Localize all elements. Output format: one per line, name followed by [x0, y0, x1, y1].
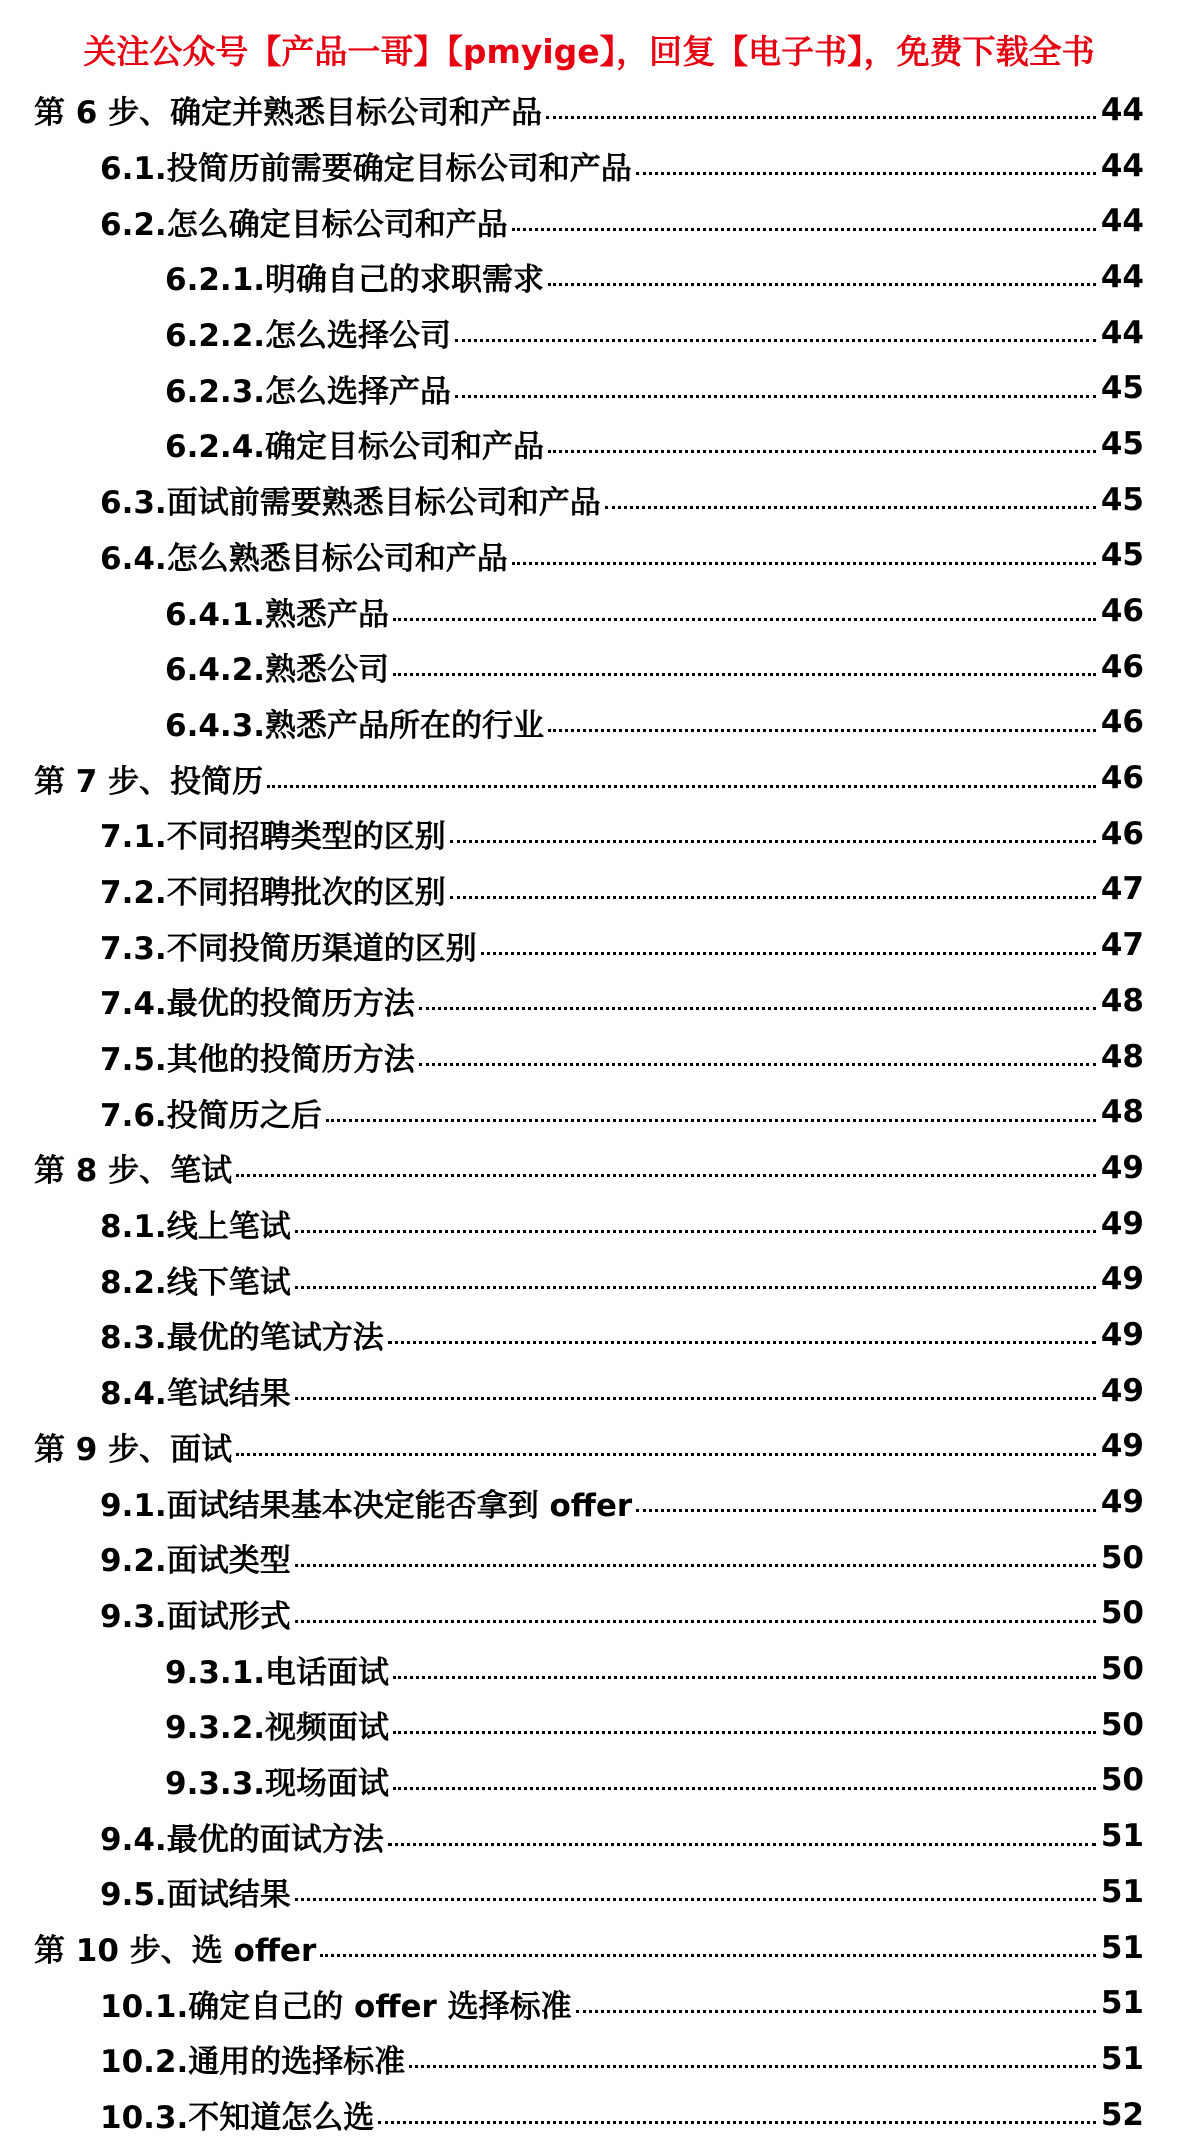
toc-entry-page-number: 45	[1100, 425, 1144, 462]
dot-leader	[388, 1843, 1096, 1846]
toc-entry[interactable]	[0, 1084, 1178, 1140]
dot-leader	[236, 1453, 1096, 1456]
dot-leader	[388, 1341, 1096, 1344]
dot-leader	[320, 1954, 1096, 1957]
toc-entry[interactable]	[0, 1029, 1178, 1085]
dot-leader	[295, 1230, 1096, 1233]
dot-leader	[295, 1898, 1096, 1901]
toc-entry-title: 6.4.怎么熟悉目标公司和产品	[100, 540, 508, 577]
toc-entry-title: 9.5.面试结果	[100, 1877, 291, 1914]
dot-leader	[409, 2065, 1096, 2068]
dot-leader	[576, 2010, 1096, 2013]
toc-entry-page-number: 48	[1100, 1094, 1144, 1131]
toc-entry-page-number: 44	[1100, 258, 1144, 295]
dot-leader	[295, 1286, 1096, 1289]
toc-entry-page-number: 49	[1100, 1316, 1144, 1353]
toc-entry[interactable]	[0, 806, 1178, 862]
toc-entry-title: 7.4.最优的投简历方法	[100, 986, 415, 1023]
toc-entry-page-number: 51	[1100, 2040, 1144, 2077]
dot-leader	[378, 2121, 1096, 2124]
toc-entry-title: 6.2.4.确定目标公司和产品	[165, 429, 545, 466]
toc-entry[interactable]	[0, 2087, 1178, 2142]
toc-entry-page-number: 47	[1100, 871, 1144, 908]
toc-entry-page-number: 49	[1100, 1428, 1144, 1465]
toc-entry[interactable]	[0, 472, 1178, 528]
dot-leader	[393, 1731, 1096, 1734]
toc-entry-title: 6.1.投简历前需要确定目标公司和产品	[100, 151, 632, 188]
toc-entry-page-number: 50	[1100, 1762, 1144, 1799]
toc-entry-page-number: 49	[1100, 1149, 1144, 1186]
toc-entry[interactable]	[0, 1808, 1178, 1864]
toc-entry-title: 9.3.面试形式	[100, 1598, 291, 1635]
toc-entry-page-number: 44	[1100, 314, 1144, 351]
toc-entry[interactable]	[0, 1363, 1178, 1419]
toc-entry[interactable]	[0, 1753, 1178, 1809]
table-of-contents	[0, 82, 1178, 2142]
toc-entry-page-number: 49	[1100, 1205, 1144, 1242]
toc-entry-page-number: 46	[1100, 704, 1144, 741]
toc-entry-title: 9.2.面试类型	[100, 1543, 291, 1580]
toc-entry-title: 6.2.1.明确自己的求职需求	[165, 262, 545, 299]
toc-entry[interactable]	[0, 1864, 1178, 1920]
toc-entry[interactable]	[0, 1419, 1178, 1475]
toc-entry-page-number: 46	[1100, 648, 1144, 685]
dot-leader	[605, 506, 1096, 509]
toc-entry[interactable]	[0, 360, 1178, 416]
toc-entry-page-number: 52	[1100, 2096, 1144, 2133]
toc-entry-page-number: 50	[1100, 1651, 1144, 1688]
toc-entry-page-number: 46	[1100, 815, 1144, 852]
toc-entry-title: 第 9 步、面试	[34, 1431, 233, 1468]
dot-leader	[450, 896, 1096, 899]
dot-leader	[393, 618, 1096, 621]
toc-entry-page-number: 49	[1100, 1484, 1144, 1521]
toc-entry-page-number: 49	[1100, 1372, 1144, 1409]
toc-entry-title: 9.4.最优的面试方法	[100, 1821, 384, 1858]
dot-leader	[548, 729, 1096, 732]
dot-leader	[295, 1397, 1096, 1400]
toc-entry-page-number: 47	[1100, 927, 1144, 964]
toc-entry[interactable]	[0, 1586, 1178, 1642]
toc-entry-title: 6.2.怎么确定目标公司和产品	[100, 206, 508, 243]
toc-entry-title: 8.1.线上笔试	[100, 1209, 291, 1246]
toc-entry-title: 7.5.其他的投简历方法	[100, 1042, 415, 1079]
toc-entry-page-number: 45	[1100, 370, 1144, 407]
toc-entry[interactable]	[0, 1641, 1178, 1697]
toc-entry-page-number: 46	[1100, 760, 1144, 797]
toc-entry[interactable]	[0, 973, 1178, 1029]
dot-leader	[546, 116, 1096, 119]
toc-entry-title: 10.2.通用的选择标准	[100, 2044, 406, 2081]
toc-entry-title: 6.4.1.熟悉产品	[165, 596, 390, 633]
dot-leader	[295, 1564, 1096, 1567]
dot-leader	[455, 395, 1096, 398]
toc-entry-title: 9.3.1.电话面试	[165, 1654, 390, 1691]
toc-entry-title: 7.6.投简历之后	[100, 1097, 322, 1134]
toc-entry-page-number: 48	[1100, 1038, 1144, 1075]
toc-entry[interactable]	[0, 305, 1178, 361]
toc-entry[interactable]	[0, 138, 1178, 194]
dot-leader	[548, 283, 1096, 286]
toc-entry[interactable]	[0, 1140, 1178, 1196]
toc-entry-title: 第 6 步、确定并熟悉目标公司和产品	[34, 95, 543, 132]
toc-entry-page-number: 45	[1100, 537, 1144, 574]
dot-leader	[267, 785, 1096, 788]
toc-entry-page-number: 50	[1100, 1595, 1144, 1632]
dot-leader	[455, 339, 1096, 342]
toc-entry-title: 第 8 步、笔试	[34, 1153, 233, 1190]
toc-entry-title: 6.4.3.熟悉产品所在的行业	[165, 707, 545, 744]
toc-entry-title: 9.1.面试结果基本决定能否拿到 offer	[100, 1487, 633, 1524]
toc-entry-title: 第 7 步、投简历	[34, 763, 264, 800]
dot-leader	[295, 1620, 1096, 1623]
toc-entry-title: 8.3.最优的笔试方法	[100, 1320, 384, 1357]
toc-entry-title: 9.3.2.视频面试	[165, 1710, 390, 1747]
toc-entry-title: 8.2.线下笔试	[100, 1264, 291, 1301]
toc-entry[interactable]	[0, 416, 1178, 472]
dot-leader	[419, 1007, 1096, 1010]
toc-entry-title: 6.4.2.熟悉公司	[165, 652, 390, 689]
toc-entry-page-number: 48	[1100, 982, 1144, 1019]
toc-entry-page-number: 45	[1100, 481, 1144, 518]
toc-entry-page-number: 50	[1100, 1539, 1144, 1576]
toc-entry[interactable]	[0, 249, 1178, 305]
toc-entry[interactable]	[0, 528, 1178, 584]
toc-entry-page-number: 44	[1100, 147, 1144, 184]
dot-leader	[326, 1119, 1096, 1122]
toc-entry[interactable]	[0, 862, 1178, 918]
dot-leader	[512, 562, 1096, 565]
toc-entry-page-number: 50	[1100, 1706, 1144, 1743]
toc-entry-title: 6.2.2.怎么选择公司	[165, 318, 452, 355]
dot-leader	[450, 840, 1096, 843]
toc-entry[interactable]	[0, 695, 1178, 751]
toc-entry[interactable]	[0, 917, 1178, 973]
dot-leader	[236, 1174, 1096, 1177]
toc-entry-title: 第 10 步、选 offer	[34, 1933, 317, 1970]
toc-entry[interactable]	[0, 1474, 1178, 1530]
promo-banner: 关注公众号【产品一哥】【pmyige】，回复【电子书】，免费下载全书	[83, 32, 1095, 71]
toc-entry[interactable]	[0, 750, 1178, 806]
dot-leader	[393, 673, 1096, 676]
dot-leader	[548, 450, 1096, 453]
toc-entry[interactable]	[0, 583, 1178, 639]
toc-entry-page-number: 49	[1100, 1261, 1144, 1298]
toc-entry-page-number: 44	[1100, 203, 1144, 240]
toc-entry[interactable]	[0, 1530, 1178, 1586]
toc-entry-page-number: 46	[1100, 593, 1144, 630]
toc-entry[interactable]	[0, 1196, 1178, 1252]
toc-entry[interactable]	[0, 1251, 1178, 1307]
dot-leader	[636, 172, 1096, 175]
toc-entry[interactable]	[0, 2031, 1178, 2087]
toc-entry[interactable]	[0, 82, 1178, 138]
dot-leader	[481, 952, 1096, 955]
toc-entry-title: 6.2.3.怎么选择产品	[165, 373, 452, 410]
toc-entry-title: 8.4.笔试结果	[100, 1376, 291, 1413]
toc-entry-title: 7.2.不同招聘批次的区别	[100, 874, 446, 911]
toc-entry-title: 7.1.不同招聘类型的区别	[100, 819, 446, 856]
toc-entry[interactable]	[0, 1307, 1178, 1363]
toc-entry-page-number: 51	[1100, 1818, 1144, 1855]
toc-entry[interactable]	[0, 639, 1178, 695]
toc-entry-page-number: 44	[1100, 91, 1144, 128]
toc-entry-title: 9.3.3.现场面试	[165, 1765, 390, 1802]
toc-entry-page-number: 51	[1100, 1985, 1144, 2022]
toc-entry[interactable]	[0, 1697, 1178, 1753]
dot-leader	[393, 1787, 1096, 1790]
toc-entry-title: 10.1.确定自己的 offer 选择标准	[100, 1988, 572, 2025]
dot-leader	[419, 1063, 1096, 1066]
toc-entry[interactable]	[0, 1920, 1178, 1976]
toc-entry-page-number: 51	[1100, 1929, 1144, 1966]
toc-entry-title: 6.3.面试前需要熟悉目标公司和产品	[100, 485, 601, 522]
toc-entry-title: 10.3.不知道怎么选	[100, 2100, 375, 2137]
toc-entry[interactable]	[0, 193, 1178, 249]
dot-leader	[393, 1676, 1096, 1679]
toc-entry[interactable]	[0, 1975, 1178, 2031]
dot-leader	[512, 228, 1096, 231]
dot-leader	[636, 1509, 1096, 1512]
toc-entry-title: 7.3.不同投简历渠道的区别	[100, 930, 477, 967]
toc-entry-page-number: 51	[1100, 1873, 1144, 1910]
